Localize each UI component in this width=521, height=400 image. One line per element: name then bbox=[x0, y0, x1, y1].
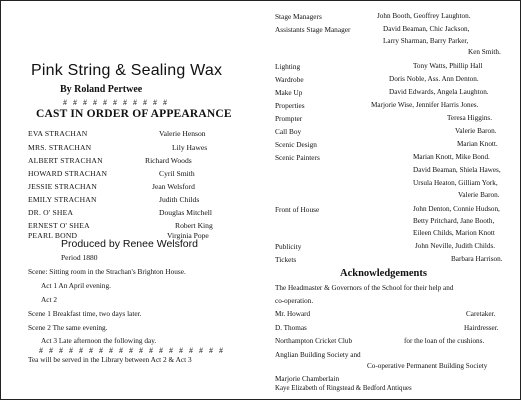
cast-heading: CAST IN ORDER OF APPEARANCE bbox=[36, 108, 232, 120]
divider-hashes: # # # # # # # # # # # bbox=[63, 98, 169, 107]
cast-role: MRS. STRACHAN bbox=[28, 143, 92, 152]
crew-names: Valerie Baron. bbox=[458, 191, 500, 199]
scene-line: Act 1 An April evening. bbox=[41, 281, 111, 290]
ack-line: co-operation. bbox=[275, 297, 314, 305]
cast-actor: Valerie Henson bbox=[159, 129, 206, 138]
cast-actor: Robert King bbox=[175, 221, 213, 230]
crew-names: Marian Knott, Mike Bond. bbox=[413, 153, 490, 161]
cast-role: PEARL BOND bbox=[28, 231, 78, 240]
crew-label: Publicity bbox=[275, 242, 302, 251]
cast-role: EVA STRACHAN bbox=[28, 129, 88, 138]
ack-line: Northampton Cricket Club bbox=[275, 337, 353, 345]
ack-detail: for the loan of the cushions. bbox=[404, 337, 485, 345]
crew-label: Tickets bbox=[275, 255, 297, 264]
scene-line: Scene: Sitting room in the Strachan's Brighton House. bbox=[28, 267, 186, 276]
crew-names: Teresa Higgins. bbox=[447, 114, 493, 122]
crew-names: John Booth, Geoffrey Laughton. bbox=[377, 12, 471, 20]
ack-line: Kaye Elizabeth of Ringstead & Bedford Antiques bbox=[275, 385, 412, 392]
crew-label: Scenic Design bbox=[275, 140, 317, 149]
right-panel bbox=[263, 1, 520, 399]
crew-names: David Beaman, Shiela Hawes, bbox=[413, 166, 501, 174]
ack-detail: Co-operative Permanent Building Society bbox=[367, 362, 488, 370]
ack-line: The Headmaster & Governors of the School for their help and bbox=[275, 284, 454, 292]
scene-line: Scene 2 The same evening. bbox=[28, 323, 108, 332]
ack-detail: Hairdresser. bbox=[464, 324, 499, 332]
cast-role: DR. O' SHEA bbox=[28, 208, 74, 217]
cast-role: ERNEST O' SHEA bbox=[28, 221, 90, 230]
cast-role: JESSIE STRACHAN bbox=[28, 182, 98, 191]
crew-names: Eileen Childs, Marion Knott bbox=[413, 229, 495, 237]
crew-label: Wardrobe bbox=[275, 75, 304, 84]
crew-names: Marian Knott. bbox=[457, 140, 498, 148]
crew-label: Properties bbox=[275, 101, 305, 110]
crew-names: David Edwards, Angela Laughton. bbox=[389, 88, 489, 96]
cast-actor: Jean Welsford bbox=[152, 182, 195, 191]
producer-credit: Produced by Renee Welsford bbox=[61, 238, 198, 250]
crew-names: John Neville, Judith Childs. bbox=[415, 242, 496, 250]
crew-label: Stage Managers bbox=[275, 12, 322, 21]
crew-names: David Beaman, Chic Jackson, bbox=[383, 25, 470, 33]
tea-note: Tea will be served in the Library between Act 2 & Act 3 bbox=[28, 355, 192, 364]
left-panel bbox=[1, 1, 263, 399]
crew-label: Make Up bbox=[275, 88, 303, 97]
crew-label: Scenic Painters bbox=[275, 153, 320, 162]
ack-detail: Caretaker. bbox=[466, 310, 496, 318]
crew-names: John Denton, Connie Hudson, bbox=[413, 205, 500, 213]
scene-line: Act 3 Late afternoon the following day. bbox=[41, 336, 157, 345]
crew-names: Ursula Heaton, Gilliam York, bbox=[413, 179, 498, 187]
crew-label: Prompter bbox=[275, 114, 303, 123]
cast-role: EMILY STRACHAN bbox=[28, 195, 97, 204]
crew-label: Call Boy bbox=[275, 127, 302, 136]
crew-names: Tony Watts, Phillip Hall bbox=[413, 62, 483, 70]
cast-actor: Richard Woods bbox=[145, 156, 192, 165]
play-title: Pink String & Sealing Wax bbox=[31, 62, 223, 79]
cast-actor: Cyril Smith bbox=[159, 169, 195, 178]
ack-line: Mr. Howard bbox=[275, 310, 311, 318]
ack-line: D. Thomas bbox=[275, 324, 307, 332]
crew-label: Front of House bbox=[275, 205, 320, 214]
crew-names: Larry Sharman, Barry Parker, bbox=[383, 37, 469, 45]
cast-actor: Lily Hawes bbox=[172, 143, 208, 152]
crew-label: Lighting bbox=[275, 62, 301, 71]
divider-hashes: # # # # # # # # # # # # # # # # # # # bbox=[39, 346, 225, 355]
scene-line: Scene 1 Breakfast time, two days later. bbox=[28, 309, 142, 318]
cast-actor: Virginia Pope bbox=[167, 231, 209, 240]
cast-actor: Douglas Mitchell bbox=[159, 208, 212, 217]
crew-names: Valerie Baron. bbox=[455, 127, 497, 135]
scene-line: Act 2 bbox=[41, 295, 58, 304]
crew-names: Barbara Harrison. bbox=[451, 255, 503, 263]
ack-line: Marjorie Chamberlain bbox=[275, 375, 340, 383]
crew-names: Ken Smith. bbox=[468, 48, 501, 56]
cast-role: ALBERT STRACHAN bbox=[28, 156, 103, 165]
acknowledgements-heading: Acknowledgements bbox=[340, 268, 427, 279]
period-text: Period 1880 bbox=[61, 253, 98, 262]
cast-role: HOWARD STRACHAN bbox=[28, 169, 108, 178]
cast-actor: Judith Childs bbox=[159, 195, 200, 204]
crew-label: Assistants Stage Manager bbox=[275, 25, 351, 34]
crew-names: Doris Noble, Ass. Ann Denton. bbox=[389, 75, 479, 83]
ack-line: Anglian Building Society and bbox=[275, 351, 361, 359]
play-author: By Roland Pertwee bbox=[60, 84, 143, 95]
crew-names: Betty Pritchard, Jane Booth, bbox=[413, 217, 495, 225]
crew-names: Marjorie Wise, Jennifer Harris Jones. bbox=[371, 101, 479, 109]
